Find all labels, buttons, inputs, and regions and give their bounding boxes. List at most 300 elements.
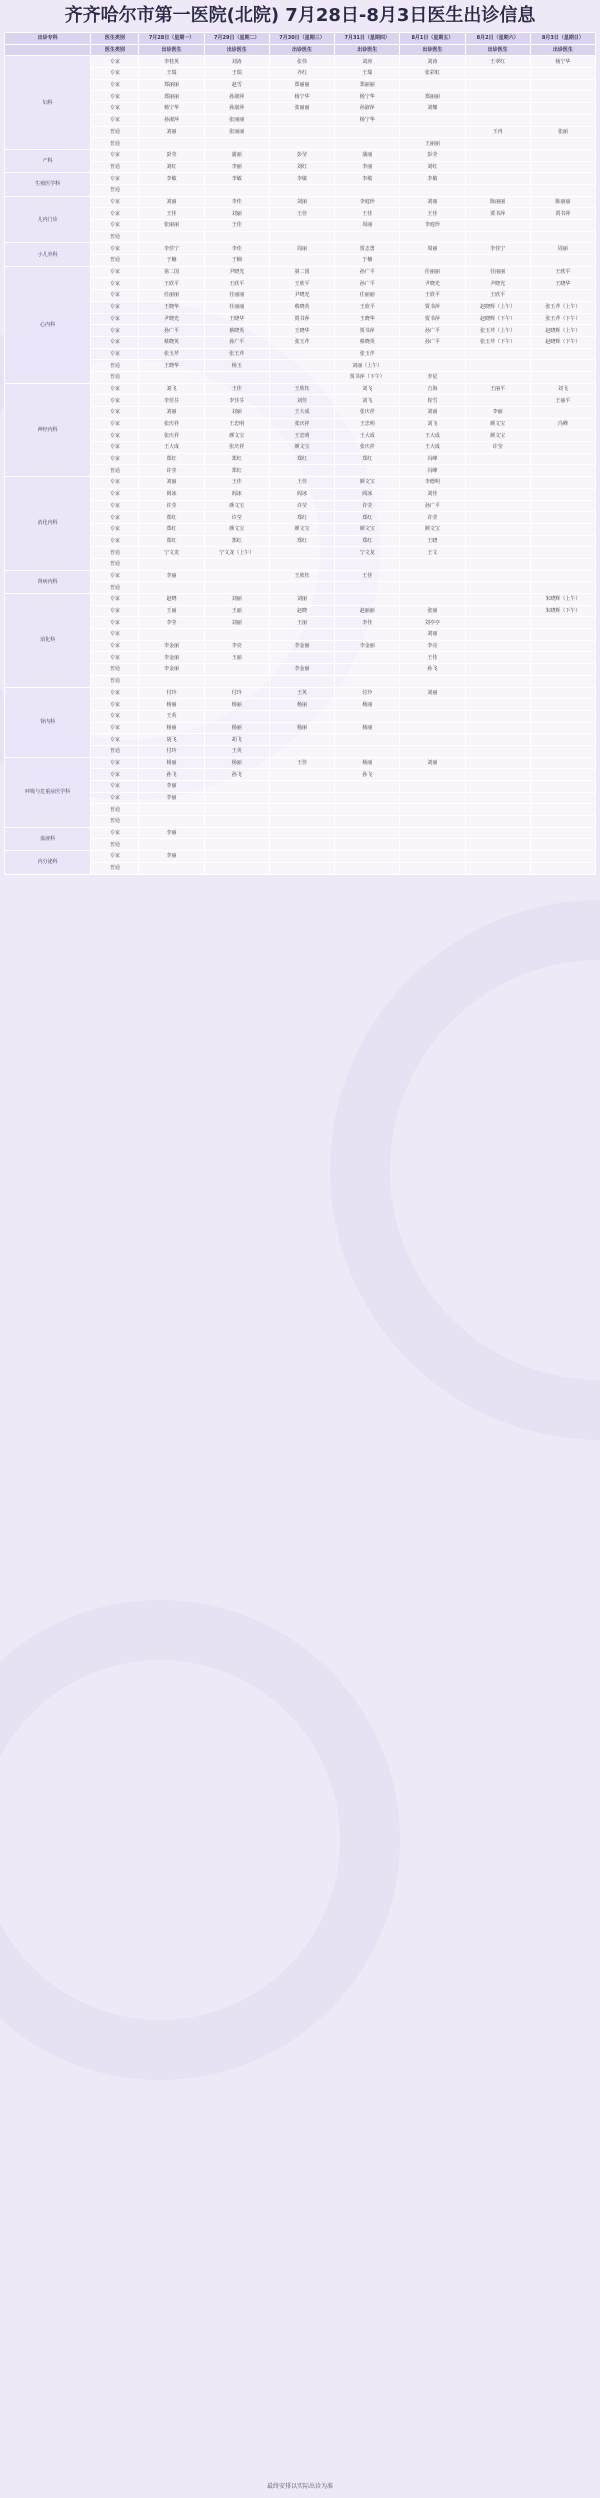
doctor-cell: 李敏 [335, 173, 400, 185]
doctor-cell: 李金丽 [139, 652, 204, 664]
table-row [5, 138, 596, 150]
table-row [5, 652, 596, 664]
doctor-cell [530, 114, 595, 126]
doctor-cell [530, 535, 595, 547]
doctor-cell [530, 792, 595, 804]
doctor-type-cell: 专家 [91, 173, 139, 185]
table-row [5, 699, 596, 711]
table-row [5, 640, 596, 652]
doctor-cell: 许莹 [335, 500, 400, 512]
doctor-cell [204, 804, 269, 816]
doctor-type-cell: 专家 [91, 278, 139, 290]
doctor-type-cell: 普通 [91, 465, 139, 477]
doctor-cell [465, 582, 530, 594]
department-cell: 肾病内科 [5, 570, 91, 593]
doctor-cell [530, 582, 595, 594]
doctor-cell: 刘飞 [400, 418, 465, 430]
doctor-cell [465, 664, 530, 676]
doctor-cell: 刘涛 [400, 56, 465, 68]
doctor-cell: 于楠 [204, 255, 269, 267]
doctor-cell: 王晓华 [530, 278, 595, 290]
doctor-type-cell: 专家 [91, 313, 139, 325]
doctor-cell [530, 442, 595, 454]
doctor-type-cell: 普通 [91, 816, 139, 828]
doctor-type-cell: 普通 [91, 547, 139, 559]
doctor-cell: 杨丽 [335, 699, 400, 711]
doctor-cell: 郑红 [269, 535, 334, 547]
doctor-cell: 李金丽 [269, 664, 334, 676]
doctor-cell [204, 558, 269, 570]
doctor-cell: 任丽丽 [400, 266, 465, 278]
doctor-cell: 张丽丽 [139, 220, 204, 232]
doctor-cell: 孙飞 [204, 769, 269, 781]
doctor-cell [530, 371, 595, 383]
table-row [5, 453, 596, 465]
department-cell: 消化内科 [5, 477, 91, 571]
doctor-cell [335, 629, 400, 641]
table-row [5, 781, 596, 793]
doctor-cell [530, 173, 595, 185]
doctor-cell [400, 582, 465, 594]
doctor-type-cell: 普通 [91, 558, 139, 570]
table-row [5, 103, 596, 115]
doctor-cell: 郑红 [269, 453, 334, 465]
doctor-cell [269, 710, 334, 722]
doctor-cell: 李德明 [400, 477, 465, 489]
doctor-cell [400, 594, 465, 606]
doctor-cell [465, 149, 530, 161]
table-row [5, 745, 596, 757]
doctor-cell [465, 851, 530, 863]
doctor-cell [269, 184, 334, 196]
doctor-subheader: 出诊医生 [204, 44, 269, 56]
doctor-cell [139, 371, 204, 383]
doctor-cell: 颜文宝 [204, 500, 269, 512]
department-cell: 儿内门诊 [5, 196, 91, 243]
doctor-cell [204, 827, 269, 839]
doctor-cell: 王欣平 [204, 278, 269, 290]
doctor-cell: 王丽平 [530, 395, 595, 407]
doctor-cell [269, 839, 334, 851]
doctor-cell: 郑红 [204, 453, 269, 465]
doctor-cell: 第二国 [269, 266, 334, 278]
doctor-cell: 刘丽（上午） [335, 360, 400, 372]
doctor-cell [204, 851, 269, 863]
doctor-cell: 杨丽 [269, 722, 334, 734]
doctor-type-cell: 专家 [91, 68, 139, 80]
doctor-cell: 李佳 [335, 617, 400, 629]
doctor-cell: 王丽 [204, 605, 269, 617]
doctor-cell: 郑红 [139, 453, 204, 465]
doctor-cell [530, 348, 595, 360]
doctor-type-cell: 普通 [91, 138, 139, 150]
doctor-type-cell: 专家 [91, 500, 139, 512]
doctor-cell [335, 839, 400, 851]
doctor-cell: 许莹 [139, 500, 204, 512]
doctor-cell: 刘丽 [139, 126, 204, 138]
doctor-cell: 尹晓光 [269, 290, 334, 302]
doctor-cell: 刘飞 [335, 383, 400, 395]
doctor-cell: 刘红 [139, 161, 204, 173]
department-cell: 血液科 [5, 827, 91, 850]
doctor-type-cell: 普通 [91, 745, 139, 757]
doctor-cell: 郑红 [139, 512, 204, 524]
doctor-cell [465, 792, 530, 804]
doctor-subheader: 出诊医生 [530, 44, 595, 56]
table-row [5, 383, 596, 395]
doctor-cell: 朱晓辉（上午） [530, 594, 595, 606]
doctor-cell: 王晓华 [204, 313, 269, 325]
doctor-cell: 冯峰 [530, 418, 595, 430]
doctor-cell: 王大成 [400, 442, 465, 454]
doctor-cell: 赵雪 [204, 79, 269, 91]
table-row [5, 395, 596, 407]
table-row [5, 547, 596, 559]
doctor-cell: 王瑞 [139, 68, 204, 80]
table-row [5, 862, 596, 874]
doctor-cell [269, 126, 334, 138]
day-header: 7月28日（星期一） [139, 33, 204, 45]
doctor-cell: 郑丽丽 [400, 91, 465, 103]
doctor-cell [204, 675, 269, 687]
doctor-cell [465, 570, 530, 582]
doctor-type-cell: 普通 [91, 839, 139, 851]
doctor-cell: 颜文宝 [204, 523, 269, 535]
doctor-cell: 任丽丽 [139, 290, 204, 302]
doctor-cell [139, 816, 204, 828]
table-row [5, 68, 596, 80]
table-row [5, 594, 596, 606]
doctor-cell: 刘丽 [400, 757, 465, 769]
doctor-cell [530, 769, 595, 781]
doctor-cell: 杨丽 [204, 699, 269, 711]
doctor-cell [465, 757, 530, 769]
doctor-cell [465, 675, 530, 687]
doctor-type-cell: 专家 [91, 512, 139, 524]
table-row [5, 722, 596, 734]
doctor-cell: 齐红 [269, 68, 334, 80]
doctor-cell: 李丽 [204, 161, 269, 173]
doctor-cell [465, 769, 530, 781]
doctor-cell: 王晓华 [335, 313, 400, 325]
day-header: 8月2日（星期六） [465, 33, 530, 45]
doctor-cell: 孙广平 [335, 266, 400, 278]
doctor-cell: 王佳 [335, 208, 400, 220]
table-row [5, 360, 596, 372]
doctor-cell: 孙飞 [335, 769, 400, 781]
doctor-cell [335, 745, 400, 757]
doctor-cell: 宁文龙 [335, 547, 400, 559]
doctor-type-cell: 专家 [91, 594, 139, 606]
doctor-cell: 李佳 [204, 196, 269, 208]
table-row [5, 418, 596, 430]
type-subheader: 医生类别 [91, 44, 139, 56]
doctor-cell: 张玉芹（下午） [465, 336, 530, 348]
doctor-cell: 赵晓辉（上午） [530, 325, 595, 337]
doctor-cell [530, 745, 595, 757]
table-row [5, 570, 596, 582]
doctor-cell: 孙淑萍 [335, 103, 400, 115]
table-row [5, 792, 596, 804]
doctor-cell: 周丽 [335, 220, 400, 232]
table-row [5, 114, 596, 126]
doctor-cell: 张丽 [530, 126, 595, 138]
doctor-cell [530, 430, 595, 442]
table-row [5, 79, 596, 91]
doctor-cell [465, 114, 530, 126]
doctor-cell: 刘红 [269, 161, 334, 173]
doctor-cell: 郑红 [204, 465, 269, 477]
doctor-cell: 冯峰 [400, 453, 465, 465]
doctor-cell [530, 512, 595, 524]
doctor-cell [400, 769, 465, 781]
doctor-cell: 李敏 [204, 173, 269, 185]
doctor-cell: 王晓华 [139, 360, 204, 372]
doctor-cell [400, 792, 465, 804]
doctor-cell: 刘丽 [400, 196, 465, 208]
doctor-cell [335, 184, 400, 196]
doctor-cell [530, 675, 595, 687]
doctor-cell: 王忠明 [335, 418, 400, 430]
doctor-cell [530, 827, 595, 839]
doctor-cell: 王佳 [400, 652, 465, 664]
doctor-cell [335, 862, 400, 874]
doctor-cell: 张伟 [269, 56, 334, 68]
doctor-cell: 赵晓辉（上午） [465, 301, 530, 313]
doctor-cell [400, 816, 465, 828]
doctor-cell [530, 570, 595, 582]
doctor-cell: 刘娜 [400, 103, 465, 115]
doctor-cell: 张玉芹 [204, 348, 269, 360]
doctor-cell [335, 816, 400, 828]
table-row [5, 126, 596, 138]
doctor-cell [465, 68, 530, 80]
doctor-cell [269, 558, 334, 570]
department-cell: 心内科 [5, 266, 91, 383]
doctor-type-cell: 专家 [91, 710, 139, 722]
doctor-cell: 任丽丽 [335, 290, 400, 302]
doctor-cell: 蔡晓英 [139, 336, 204, 348]
doctor-cell: 刘飞 [139, 383, 204, 395]
doctor-type-cell: 专家 [91, 523, 139, 535]
doctor-cell: 王文 [400, 547, 465, 559]
doctor-type-cell: 普通 [91, 360, 139, 372]
doctor-subheader: 出诊医生 [400, 44, 465, 56]
doctor-cell [530, 547, 595, 559]
doctor-cell [269, 804, 334, 816]
doctor-cell [530, 161, 595, 173]
doctor-cell: 刘飞 [335, 395, 400, 407]
doctor-cell [335, 465, 400, 477]
doctor-cell [465, 79, 530, 91]
doctor-cell: 赵丽丽 [335, 605, 400, 617]
doctor-cell: 陈丽丽 [465, 196, 530, 208]
table-row [5, 325, 596, 337]
doctor-cell: 朱晓辉（下午） [530, 605, 595, 617]
doctor-type-cell: 专家 [91, 687, 139, 699]
doctor-cell: 冯峰 [400, 465, 465, 477]
doctor-cell: 于楠 [335, 255, 400, 267]
doctor-cell [269, 371, 334, 383]
doctor-cell: 贾书萍 [269, 313, 334, 325]
doctor-cell: 王丽丽 [400, 138, 465, 150]
doctor-cell [139, 629, 204, 641]
doctor-subheader: 出诊医生 [465, 44, 530, 56]
doctor-cell [400, 79, 465, 91]
table-subheader-row [5, 44, 596, 56]
doctor-cell [530, 453, 595, 465]
doctor-cell [400, 851, 465, 863]
doctor-cell [465, 558, 530, 570]
doctor-cell [530, 523, 595, 535]
doctor-cell [400, 722, 465, 734]
doctor-cell: 颜文宝 [204, 430, 269, 442]
doctor-cell: 贾书萍 [400, 301, 465, 313]
doctor-cell [335, 675, 400, 687]
table-row [5, 769, 596, 781]
doctor-cell [530, 664, 595, 676]
table-row [5, 535, 596, 547]
doctor-cell: 任丽丽 [204, 290, 269, 302]
department-cell: 肾内科 [5, 687, 91, 757]
doctor-cell [465, 640, 530, 652]
doctor-cell: 贾志勇 [335, 243, 400, 255]
doctor-cell: 张玉芹（下午） [530, 313, 595, 325]
table-header-row [5, 33, 596, 45]
doctor-cell [465, 488, 530, 500]
doctor-cell: 王佳 [269, 208, 334, 220]
doctor-cell: 张彩虹 [400, 68, 465, 80]
doctor-cell: 孙淑萍 [204, 91, 269, 103]
doctor-type-cell: 专家 [91, 266, 139, 278]
doctor-cell [465, 161, 530, 173]
doctor-cell [530, 617, 595, 629]
doctor-type-cell: 专家 [91, 196, 139, 208]
doctor-cell [204, 231, 269, 243]
doctor-cell: 王佳 [204, 383, 269, 395]
doctor-type-cell: 专家 [91, 652, 139, 664]
doctor-cell [400, 558, 465, 570]
doctor-cell [465, 804, 530, 816]
table-row [5, 582, 596, 594]
doctor-type-cell: 专家 [91, 640, 139, 652]
doctor-cell: 杨玉 [204, 360, 269, 372]
doctor-cell [530, 290, 595, 302]
doctor-cell [465, 710, 530, 722]
doctor-cell: 王丽 [269, 617, 334, 629]
doctor-cell: 尹晓光 [400, 278, 465, 290]
doctor-cell: 王英 [204, 745, 269, 757]
doctor-cell [530, 757, 595, 769]
doctor-cell: 张庆祥 [269, 418, 334, 430]
doctor-cell: 张庆祥 [335, 407, 400, 419]
doctor-cell [269, 114, 334, 126]
doctor-cell: 刘佳 [269, 395, 334, 407]
doctor-cell: 杨宁华 [335, 114, 400, 126]
doctor-cell: 周丽 [530, 243, 595, 255]
doctor-cell [530, 687, 595, 699]
doctor-cell: 王晓华 [269, 325, 334, 337]
doctor-cell [465, 360, 530, 372]
table-row [5, 617, 596, 629]
doctor-type-cell: 专家 [91, 477, 139, 489]
doctor-cell [335, 781, 400, 793]
doctor-cell [530, 851, 595, 863]
doctor-cell: 张丽丽 [269, 103, 334, 115]
doctor-cell [139, 558, 204, 570]
doctor-cell: 贾书萍 [400, 313, 465, 325]
doctor-cell: 李敏 [269, 173, 334, 185]
doctor-cell: 许莹 [204, 512, 269, 524]
doctor-cell: 王英 [269, 687, 334, 699]
doctor-cell [400, 675, 465, 687]
doctor-cell: 杨丽 [269, 699, 334, 711]
doctor-cell: 张庆祥 [139, 430, 204, 442]
doctor-cell: 王晓华 [139, 301, 204, 313]
doctor-cell [465, 535, 530, 547]
doctor-cell: 蔡晓英 [335, 336, 400, 348]
doctor-cell [465, 103, 530, 115]
background-decoration [0, 1600, 400, 2080]
doctor-cell: 郑丽丽 [139, 79, 204, 91]
doctor-cell [335, 734, 400, 746]
doctor-cell: 孙广平 [400, 336, 465, 348]
doctor-type-cell: 专家 [91, 418, 139, 430]
doctor-cell [530, 231, 595, 243]
doctor-cell: 李敏 [400, 173, 465, 185]
dept-header: 出诊专科 [5, 33, 91, 45]
doctor-cell: 孙广平 [400, 500, 465, 512]
doctor-cell [530, 710, 595, 722]
doctor-type-cell: 专家 [91, 103, 139, 115]
doctor-cell: 刘丽 [204, 208, 269, 220]
table-row [5, 605, 596, 617]
doctor-cell [465, 395, 530, 407]
doctor-type-cell: 专家 [91, 208, 139, 220]
doctor-cell: 张玉芹（上午） [530, 301, 595, 313]
table-row [5, 266, 596, 278]
doctor-cell [204, 582, 269, 594]
doctor-cell: 王欣平 [335, 301, 400, 313]
doctor-cell: 张玉芹（上午） [465, 325, 530, 337]
page-title: 齐齐哈尔市第一医院(北院) 7月28日-8月3日医生出诊信息 [64, 5, 536, 26]
department-cell: 妇科 [5, 56, 91, 150]
table-row [5, 675, 596, 687]
table-row [5, 500, 596, 512]
doctor-cell [269, 827, 334, 839]
doctor-cell [530, 184, 595, 196]
doctor-cell [530, 722, 595, 734]
doctor-cell: 贾书萍（下午） [335, 371, 400, 383]
doctor-type-cell: 专家 [91, 827, 139, 839]
doctor-cell: 刘丽 [269, 594, 334, 606]
doctor-cell [465, 512, 530, 524]
doctor-cell [269, 220, 334, 232]
doctor-type-cell: 专家 [91, 220, 139, 232]
table-row [5, 465, 596, 477]
doctor-type-cell: 专家 [91, 336, 139, 348]
table-row [5, 523, 596, 535]
doctor-cell: 郑红 [335, 535, 400, 547]
doctor-type-cell: 专家 [91, 56, 139, 68]
doctor-cell [530, 640, 595, 652]
doctor-cell [269, 255, 334, 267]
doctor-cell: 李庭珍 [400, 220, 465, 232]
doctor-cell: 郑丽丽 [269, 79, 334, 91]
table-row [5, 173, 596, 185]
doctor-cell [139, 804, 204, 816]
doctor-cell [139, 582, 204, 594]
